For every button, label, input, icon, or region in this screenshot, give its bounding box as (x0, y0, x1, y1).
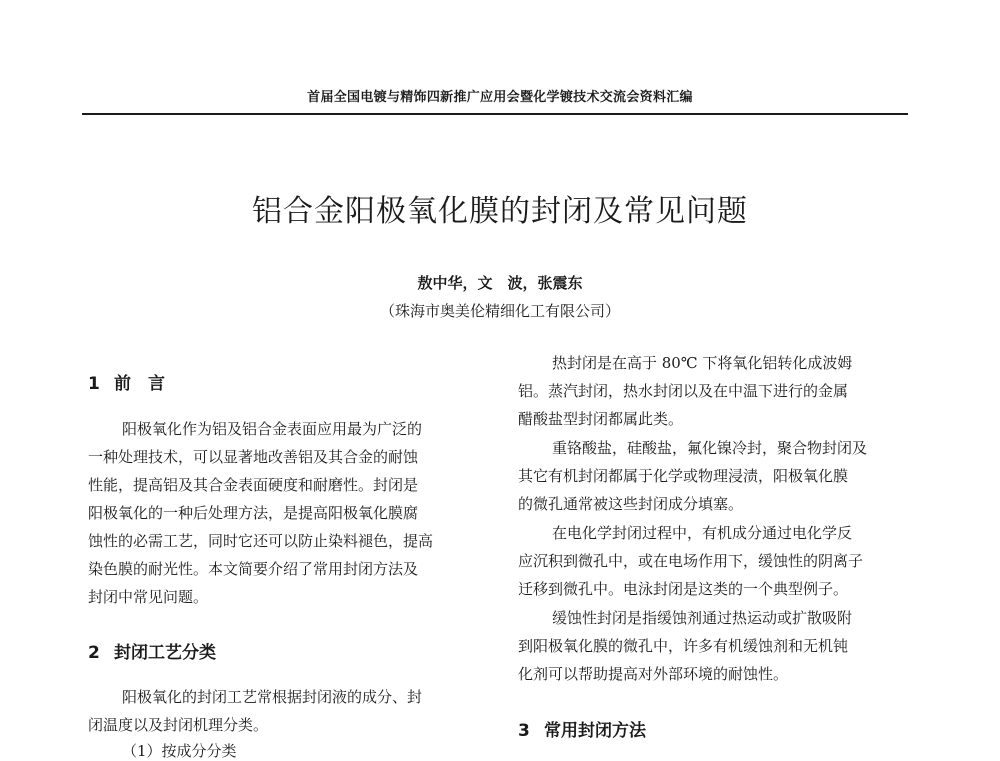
paragraph-line: 阳极氧化作为铝及铝合金表面应用最为广泛的 (122, 420, 423, 438)
section-title: 前 言 (114, 374, 165, 394)
paragraph-line: 应沉积到微孔中，或在电场作用下，缓蚀性的阴离子 (518, 552, 864, 570)
section-number: 3 (518, 721, 530, 741)
affiliation: （珠海市奥美伦精细化工有限公司） (379, 302, 620, 320)
paragraph-line: 一种处理技术，可以显著地改善铝及其合金的耐蚀 (88, 448, 419, 466)
paragraph-line: 重铬酸盐，硅酸盐，氟化镍冷封，聚合物封闭及 (552, 439, 868, 457)
authors: 敖中华，文 波，张震东 (417, 274, 583, 292)
section-number: 2 (88, 643, 100, 663)
paragraph-line: 其它有机封闭都属于化学或物理浸渍，阳极氧化膜 (518, 467, 849, 485)
section-heading-1 (88, 369, 165, 394)
section-number: 1 (88, 374, 100, 394)
paragraph-line: 缓蚀性封闭是指缓蚀剂通过热运动或扩散吸附 (552, 609, 853, 627)
paragraph-line: 到阳极氧化膜的微孔中，许多有机缓蚀剂和无机钝 (518, 637, 849, 655)
paper-title: 铝合金阳极氧化膜的封闭及常见问题 (252, 194, 748, 229)
paragraph-line: 蚀性的必需工艺，同时它还可以防止染料褪色，提高 (88, 532, 434, 550)
list-item: （1）按成分分类 (122, 742, 237, 760)
section-title: 常用封闭方法 (544, 721, 646, 741)
paragraph-line: 醋酸盐型封闭都属此类。 (518, 410, 684, 428)
paragraph-line: 的微孔通常被这些封闭成分填塞。 (518, 495, 744, 513)
paragraph-line: 闭温度以及封闭机理分类。 (88, 716, 269, 734)
paragraph-line: 在电化学封闭过程中，有机成分通过电化学反 (552, 524, 853, 542)
section-heading-2 (88, 638, 216, 663)
paragraph-line: 热封闭是在高于 80℃ 下将氧化铝转化成波姆 (552, 354, 853, 372)
paragraph-line: 迁移到微孔中。电泳封闭是这类的一个典型例子。 (518, 580, 849, 598)
section-heading-3 (518, 716, 646, 741)
paragraph-line: 封闭中常见问题。 (88, 588, 209, 606)
running-header: 首届全国电镀与精饰四新推广应用会暨化学镀技术交流会资料汇编 (307, 90, 693, 105)
paragraph-line: 染色膜的耐光性。本文简要介绍了常用封闭方法及 (88, 560, 419, 578)
paragraph-line: 阳极氧化的一种后处理方法，是提高阳极氧化膜腐 (88, 504, 419, 522)
paragraph-line: 化剂可以帮助提高对外部环境的耐蚀性。 (518, 665, 789, 683)
paragraph-line: 铝。蒸汽封闭，热水封闭以及在中温下进行的金属 (518, 382, 849, 400)
section-title: 封闭工艺分类 (114, 643, 216, 663)
paragraph-line: 性能，提高铝及其合金表面硬度和耐磨性。封闭是 (88, 476, 419, 494)
header-rule (82, 113, 908, 115)
paragraph-line: 阳极氧化的封闭工艺常根据封闭液的成分、封 (122, 688, 423, 706)
